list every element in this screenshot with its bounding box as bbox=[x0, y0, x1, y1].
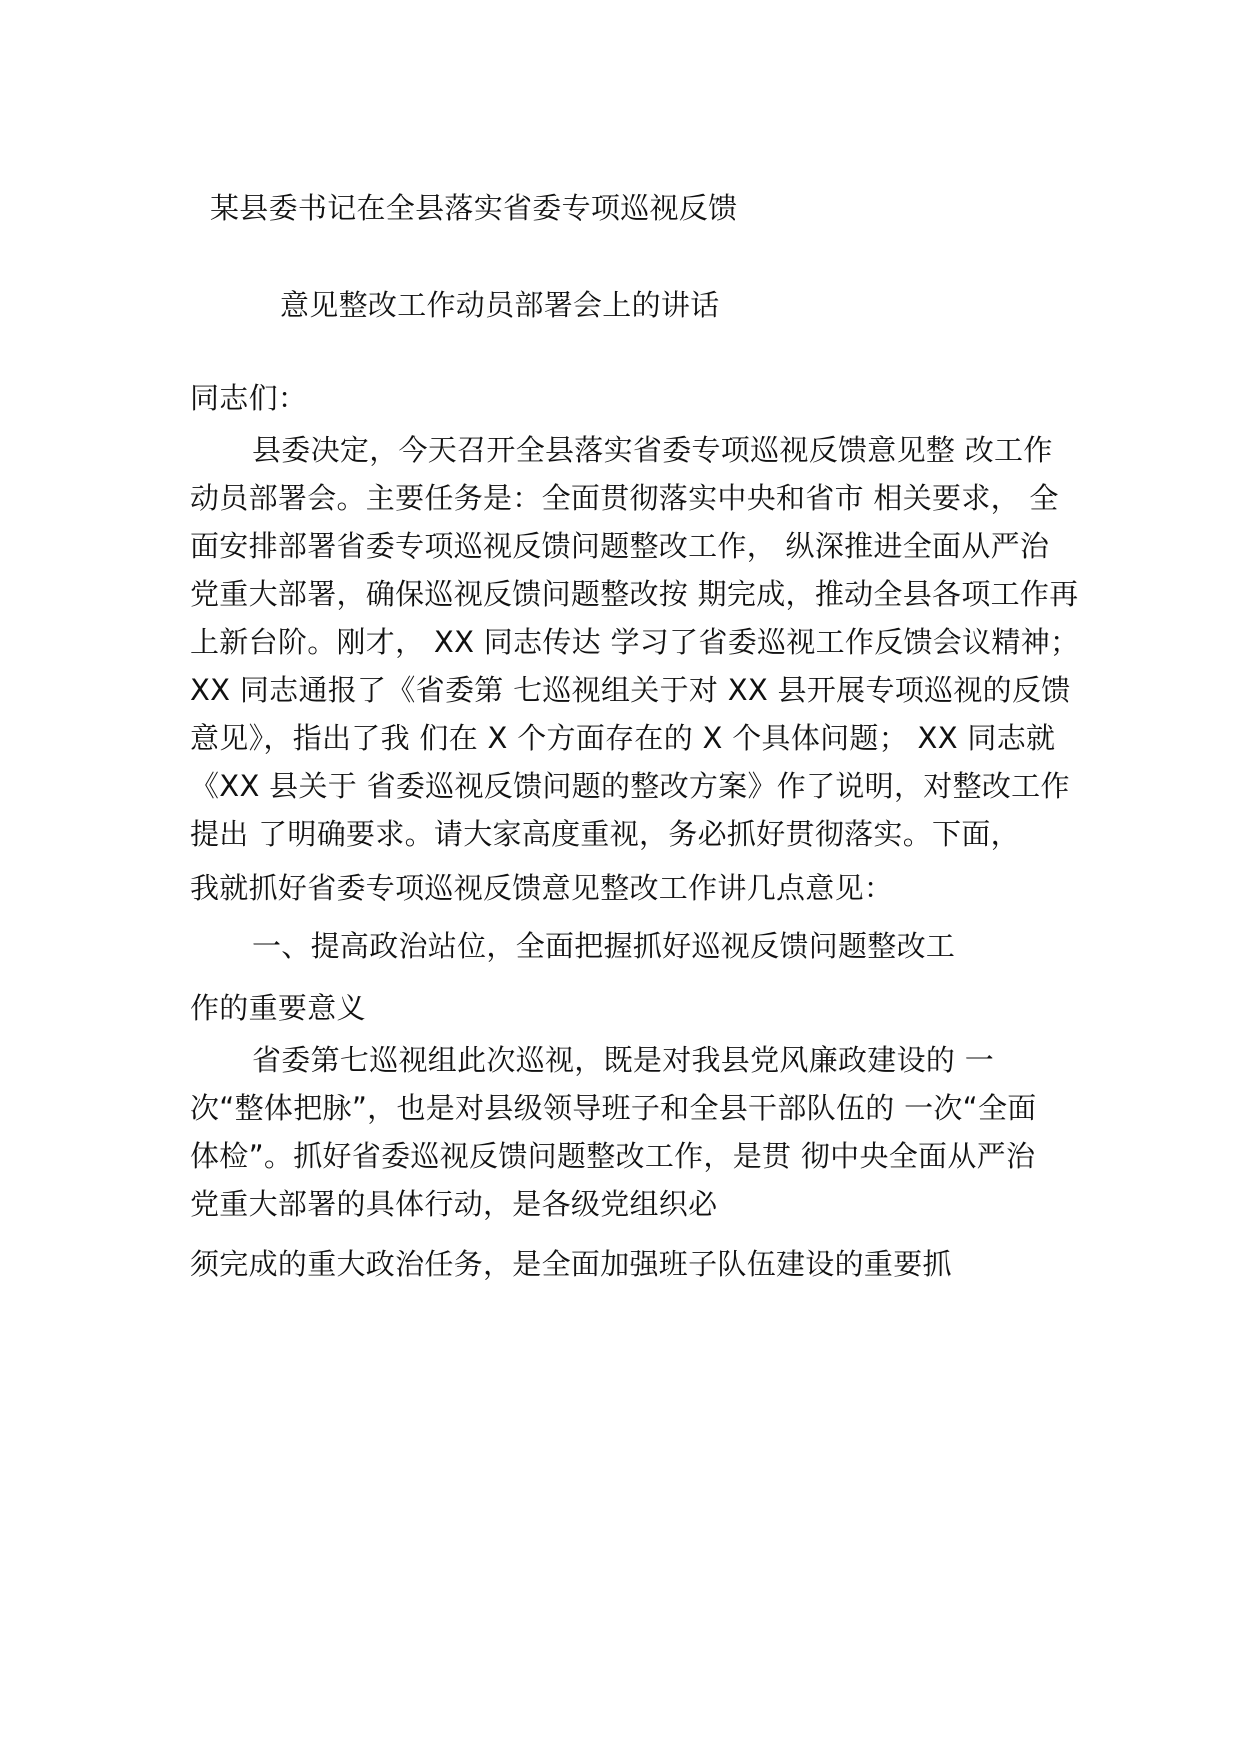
paragraph-2-line-5: 须完成的重大政治任务，是全面加强班子队伍建设的重要抓 bbox=[190, 1247, 952, 1281]
document-title-line-2: 意见整改工作动员部署会上的讲话 bbox=[280, 288, 720, 322]
paragraph-1-line-6: XX 同志通报了《省委第 七巡视组关于对 XX 县开展专项巡视的反馈 bbox=[190, 673, 1071, 707]
paragraph-1-line-9: 提出 了明确要求。请大家高度重视，务必抓好贯彻落实。下面， bbox=[190, 817, 1020, 851]
section-heading-1-line-2: 作的重要意义 bbox=[190, 991, 366, 1025]
document-title-line-1: 某县委书记在全县落实省委专项巡视反馈 bbox=[210, 191, 738, 225]
salutation: 同志们： bbox=[190, 381, 308, 415]
paragraph-2-line-4: 党重大部署的具体行动，是各级党组织必 bbox=[190, 1187, 718, 1221]
paragraph-1-line-8: 《XX 县关于 省委巡视反馈问题的整改方案》作了说明，对整改工作 bbox=[190, 769, 1070, 803]
paragraph-1-line-2: 动员部署会。主要任务是：全面贯彻落实中央和省市 相关要求， 全 bbox=[190, 481, 1059, 515]
paragraph-2-line-3: 体检”。抓好省委巡视反馈问题整改工作，是贯 彻中央全面从严治 bbox=[190, 1139, 1036, 1173]
paragraph-1-line-4: 党重大部署，确保巡视反馈问题整改按 期完成，推动全县各项工作再 bbox=[190, 577, 1079, 611]
paragraph-1-line-7: 意见》，指出了我 们在 X 个方面存在的 X 个具体问题； XX 同志就 bbox=[190, 721, 1056, 755]
paragraph-1-line-3: 面安排部署省委专项巡视反馈问题整改工作， 纵深推进全面从严治 bbox=[190, 529, 1050, 563]
paragraph-1-line-10: 我就抓好省委专项巡视反馈意见整改工作讲几点意见： bbox=[190, 871, 894, 905]
paragraph-2-line-2: 次“整体把脉”，也是对县级领导班子和全县干部队伍的 一次“全面 bbox=[190, 1091, 1037, 1125]
paragraph-1-line-1: 县委决定，今天召开全县落实省委专项巡视反馈意见整 改工作 bbox=[252, 433, 1053, 467]
section-heading-1-line-1: 一、提高政治站位，全面把握抓好巡视反馈问题整改工 bbox=[252, 929, 956, 963]
paragraph-1-line-5: 上新台阶。刚才， XX 同志传达 学习了省委巡视工作反馈会议精神； bbox=[190, 625, 1080, 659]
paragraph-2-line-1: 省委第七巡视组此次巡视，既是对我县党风廉政建设的 一 bbox=[252, 1043, 995, 1077]
